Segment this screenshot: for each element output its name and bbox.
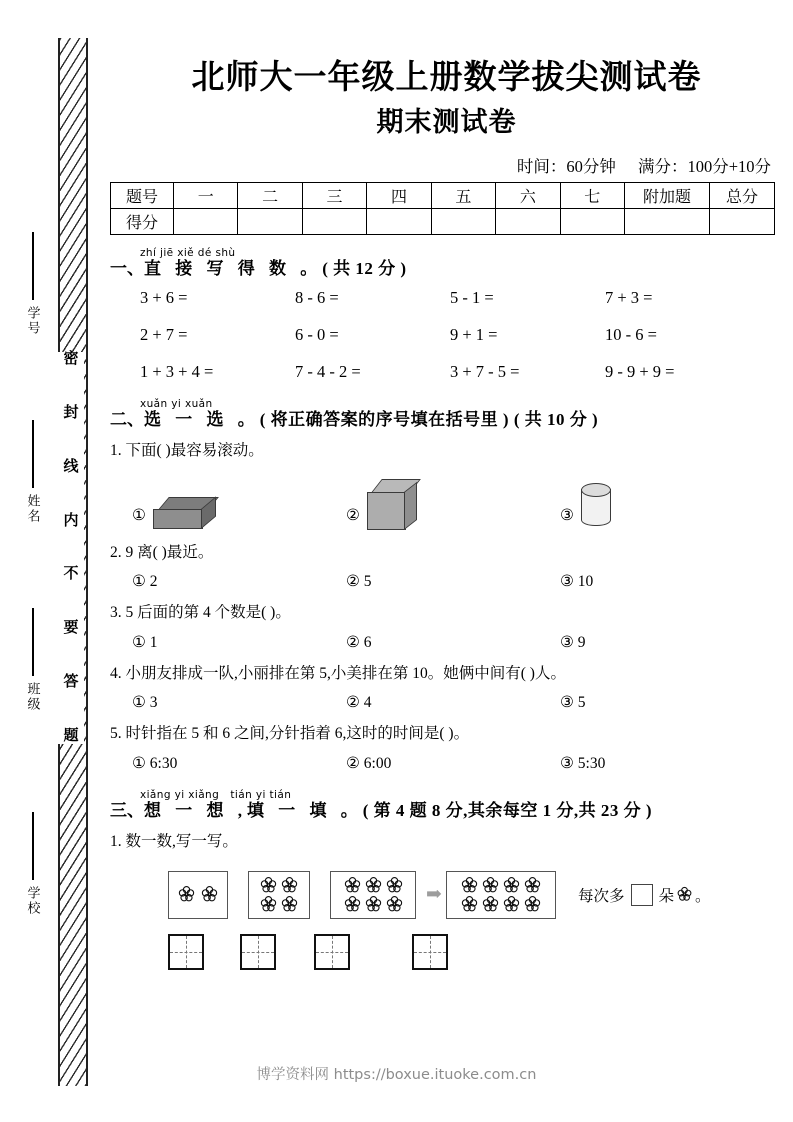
footer-watermark: 博学资料网 https://boxue.ituoke.com.cn xyxy=(256,1067,537,1083)
seal-char-7: 题 xyxy=(63,727,79,744)
page-subtitle: 期末测试卷 xyxy=(376,107,517,138)
id-label-name: 姓名 xyxy=(25,494,41,524)
exam-score-label: 满分：100分+10分 xyxy=(637,157,771,177)
section-1-points: ( 共 12 分 ) xyxy=(322,259,407,279)
exam-time-label: 时间：60分钟 xyxy=(516,157,616,177)
option-item[interactable]: ① 3 xyxy=(132,694,158,712)
flower-icon xyxy=(259,895,278,914)
flower-icon xyxy=(460,895,479,914)
option-row xyxy=(132,693,793,712)
score-table-row-label-1: 得分 xyxy=(111,209,174,235)
calc-problem[interactable]: 9 - 9 + 9 = xyxy=(605,361,675,381)
option-marker: ② xyxy=(346,506,360,524)
tianzige-answer-box[interactable] xyxy=(412,934,448,970)
arithmetic-row xyxy=(140,362,760,382)
flower-icon xyxy=(502,876,521,895)
section-2-pinyin: xuǎn yi xuǎn xyxy=(140,397,213,410)
id-field-student-number[interactable] xyxy=(16,232,50,336)
flower-icon xyxy=(200,885,219,904)
seal-strip xyxy=(0,0,100,1122)
seal-char-3: 内 xyxy=(63,512,79,529)
seal-char-6: 答 xyxy=(63,674,79,691)
flower-icon xyxy=(481,876,500,895)
score-col-7: 附加题 xyxy=(625,183,710,209)
score-col-4: 五 xyxy=(431,183,495,209)
exam-content xyxy=(100,0,793,1122)
calc-problem[interactable]: 8 - 6 = xyxy=(295,287,339,307)
option-item[interactable]: ① 2 xyxy=(132,573,158,591)
section-3-heading xyxy=(110,790,793,821)
option-row xyxy=(132,754,793,773)
section-2-title xyxy=(110,410,793,430)
score-col-2: 三 xyxy=(302,183,366,209)
score-table-row-label-0: 题号 xyxy=(111,183,174,209)
flower-icon xyxy=(280,876,299,895)
score-value-7[interactable] xyxy=(625,209,710,235)
arrow-right-icon: ➡ xyxy=(426,884,442,906)
shape-option-2[interactable] xyxy=(346,479,560,531)
option-item[interactable]: ① 6:30 xyxy=(132,754,178,772)
seal-char-2: 线 xyxy=(63,458,79,475)
calc-problem[interactable]: 1 + 3 + 4 = xyxy=(140,361,214,381)
option-item[interactable]: ② 5 xyxy=(346,573,372,591)
option-item[interactable]: ③ 5 xyxy=(560,694,586,712)
table-row xyxy=(111,209,775,235)
each-more-label-a: 每次多 xyxy=(578,887,625,905)
flower-icon xyxy=(343,895,362,914)
calc-problem[interactable]: 5 - 1 = xyxy=(450,287,494,307)
table-row xyxy=(111,183,775,209)
flower-icon xyxy=(523,895,542,914)
option-item[interactable]: ② 4 xyxy=(346,694,372,712)
flower-icon xyxy=(343,876,362,895)
flower-icon xyxy=(676,886,693,903)
id-label-school: 学校 xyxy=(25,886,41,916)
question-text: 1. 数一数,写一写。 xyxy=(110,833,238,851)
section-1-title-text: 直 接 写 得 数 。 xyxy=(144,259,323,279)
calc-problem[interactable]: 3 + 6 = xyxy=(140,287,188,307)
calc-problem[interactable]: 10 - 6 = xyxy=(605,324,657,344)
section-2 xyxy=(110,399,793,773)
id-field-class[interactable] xyxy=(16,608,50,712)
answer-blank-box[interactable] xyxy=(631,884,653,906)
each-more-text xyxy=(578,884,711,906)
question-text: 4. 小朋友排成一队,小丽排在第 5,小美排在第 10。她俩中间有( )人。 xyxy=(110,664,566,682)
section-1-number: 一、 xyxy=(110,259,144,279)
arithmetic-row xyxy=(140,288,760,308)
flower-icon xyxy=(259,876,278,895)
seal-band-characters xyxy=(58,352,84,744)
flower-icon xyxy=(502,895,521,914)
score-value-8[interactable] xyxy=(710,209,775,235)
question-text: 2. 9 离( )最近。 xyxy=(110,543,214,561)
answer-grid-row xyxy=(168,934,793,970)
id-field-school[interactable] xyxy=(16,812,50,916)
shape-option-1[interactable] xyxy=(132,497,346,531)
section-3 xyxy=(110,790,793,970)
shape-options-row xyxy=(132,473,793,531)
section-3-pinyin xyxy=(140,790,793,801)
seal-char-1: 封 xyxy=(63,404,79,421)
exam-meta xyxy=(100,153,771,177)
cuboid-icon xyxy=(153,497,217,531)
flower-box-2 xyxy=(248,871,310,919)
flower-box-1 xyxy=(168,871,228,919)
option-marker: ① xyxy=(132,506,146,524)
score-col-5: 六 xyxy=(496,183,560,209)
seal-char-4: 不 xyxy=(63,566,79,583)
section-3-title xyxy=(110,801,793,821)
flower-icon xyxy=(460,876,479,895)
cube-icon xyxy=(367,479,419,531)
cylinder-icon xyxy=(581,483,611,531)
flower-icon xyxy=(364,876,383,895)
arithmetic-grid xyxy=(140,288,760,382)
flower-icon xyxy=(177,885,196,904)
score-value-0[interactable] xyxy=(174,209,238,235)
option-row xyxy=(132,633,793,652)
flower-box-3 xyxy=(330,871,416,919)
score-value-6[interactable] xyxy=(560,209,624,235)
option-item[interactable]: ③ 9 xyxy=(560,633,586,651)
calc-problem[interactable]: 2 + 7 = xyxy=(140,324,188,344)
arithmetic-row xyxy=(140,325,760,345)
each-more-label-b: 朵 xyxy=(658,887,675,905)
section-3-points: ( 第 4 题 8 分,其余每空 1 分,共 23 分 ) xyxy=(362,800,653,820)
score-col-3: 四 xyxy=(367,183,431,209)
section-1-pinyin: zhí jiē xiě dé shù xyxy=(140,247,236,260)
section-3-pinyin-b: tián yi tián xyxy=(230,788,292,801)
flower-icon xyxy=(523,876,542,895)
calc-problem[interactable]: 3 + 7 - 5 = xyxy=(450,361,520,381)
section-3-number: 三、 xyxy=(110,800,144,820)
shape-option-3[interactable] xyxy=(560,483,774,531)
flower-icon xyxy=(364,895,383,914)
question-text: 5. 时针指在 5 和 6 之间,分针指着 6,这时的时间是( )。 xyxy=(110,725,470,743)
id-rule-name xyxy=(32,420,34,488)
id-label-class: 班级 xyxy=(25,682,41,712)
option-item[interactable]: ③ 10 xyxy=(560,573,594,591)
flower-icon xyxy=(385,876,404,895)
tianzige-answer-box[interactable] xyxy=(314,934,350,970)
flower-icon xyxy=(385,895,404,914)
calc-problem[interactable]: 7 + 3 = xyxy=(605,287,653,307)
tianzige-answer-box[interactable] xyxy=(168,934,204,970)
section-1 xyxy=(110,248,793,382)
option-item[interactable]: ① 1 xyxy=(132,633,158,651)
flower-icon xyxy=(280,895,299,914)
section-2-title-text: 选 一 选 。 xyxy=(144,409,260,429)
option-row xyxy=(132,572,793,591)
flower-box-4 xyxy=(446,871,556,919)
question-text: 3. 5 后面的第 4 个数是( )。 xyxy=(110,604,291,622)
id-field-name[interactable] xyxy=(16,420,50,524)
score-col-6: 七 xyxy=(560,183,624,209)
section-2-heading xyxy=(110,399,793,430)
score-col-1: 二 xyxy=(238,183,302,209)
score-value-1[interactable] xyxy=(238,209,302,235)
id-rule-student-number xyxy=(32,232,34,300)
question-text: 1. 下面( )最容易滚动。 xyxy=(110,442,264,460)
flower-icon xyxy=(481,895,500,914)
score-value-4[interactable] xyxy=(431,209,495,235)
section-1-heading xyxy=(110,248,793,279)
tianzige-answer-box[interactable] xyxy=(240,934,276,970)
seal-char-0: 密 xyxy=(63,351,79,367)
id-rule-class xyxy=(32,608,34,676)
calc-problem[interactable]: 9 + 1 = xyxy=(450,324,498,344)
score-col-0: 一 xyxy=(174,183,238,209)
section-1-title xyxy=(110,259,793,279)
option-item[interactable]: ② 6:00 xyxy=(346,754,392,772)
score-value-3[interactable] xyxy=(367,209,431,235)
option-item[interactable]: ③ 5:30 xyxy=(560,754,606,772)
id-rule-school xyxy=(32,812,34,880)
calc-problem[interactable]: 6 - 0 = xyxy=(295,324,339,344)
id-label-student-number: 学号 xyxy=(25,306,41,336)
page-title: 北师大一年级上册数学拔尖测试卷 xyxy=(191,60,702,96)
option-item[interactable]: ② 6 xyxy=(346,633,372,651)
section-3-pinyin-a: xiǎng yi xiǎng xyxy=(140,788,220,801)
section-2-number: 二、 xyxy=(110,409,144,429)
calc-problem[interactable]: 7 - 4 - 2 = xyxy=(295,361,361,381)
score-value-5[interactable] xyxy=(496,209,560,235)
section-2-points: ( 将正确答案的序号填在括号里 ) ( 共 10 分 ) xyxy=(259,409,599,429)
score-col-8: 总分 xyxy=(710,183,775,209)
option-marker: ③ xyxy=(560,506,574,524)
section-3-title-b: 填 一 填 。 xyxy=(247,800,363,820)
seal-char-5: 要 xyxy=(63,620,79,637)
section-3-title-a: 想 一 想 , xyxy=(144,800,247,820)
each-more-label-c: 。 xyxy=(695,887,711,905)
flower-counting-row xyxy=(168,867,793,923)
score-value-2[interactable] xyxy=(302,209,366,235)
score-table xyxy=(110,182,775,235)
